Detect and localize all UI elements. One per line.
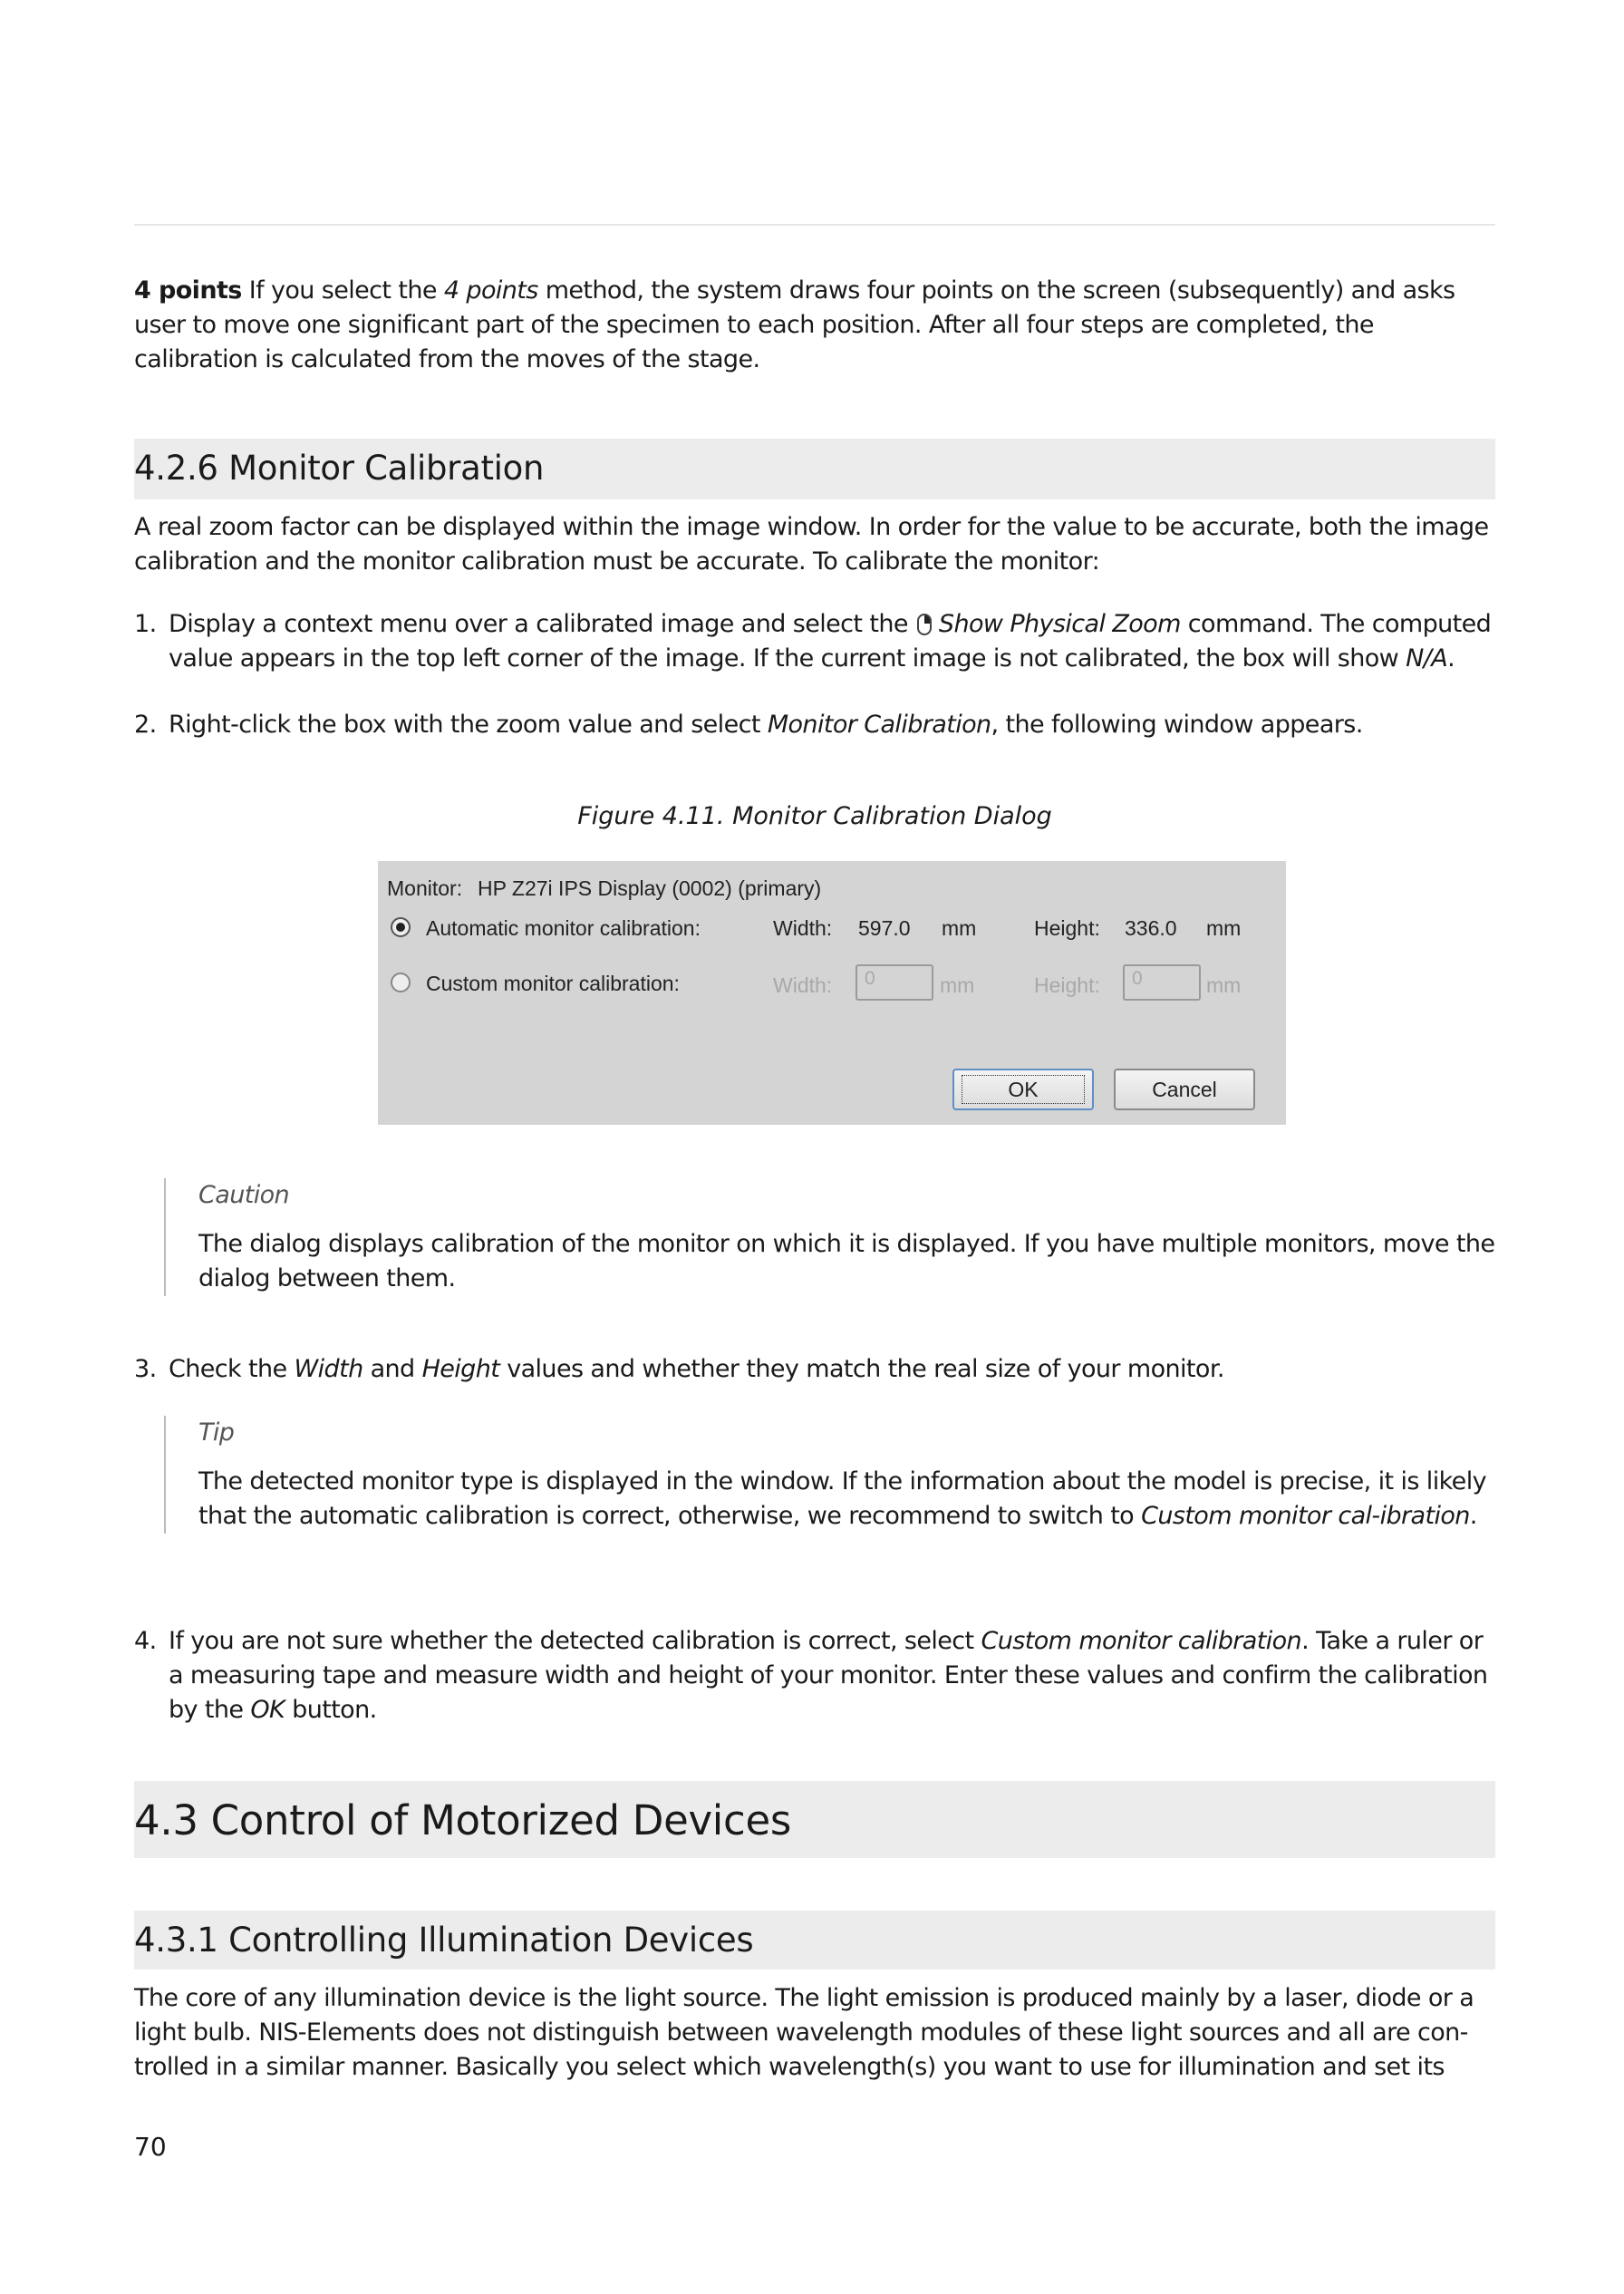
monitor-calibration-dialog [378, 861, 1286, 1125]
auto-width-value: 597.0 [858, 916, 911, 940]
list-number: 4. [134, 1627, 157, 1655]
text: Check the [169, 1355, 295, 1383]
auto-height-value: 336.0 [1125, 916, 1177, 940]
ok-label: OK [962, 1075, 1084, 1104]
section-heading-4-3-1: 4.3.1 Controlling Illumination Devices [134, 1921, 754, 1960]
ok-button[interactable] [952, 1069, 1094, 1110]
automatic-calibration-label: Automatic monitor calibration: [426, 916, 701, 940]
header-rule [134, 224, 1495, 226]
automatic-calibration-radio[interactable] [391, 917, 411, 937]
emphasis: Width [294, 1355, 363, 1383]
command-name: Show Physical Zoom [938, 610, 1181, 638]
caution-note [164, 1178, 1530, 1296]
emphasis: N/A [1406, 644, 1448, 673]
text: . Take a ruler or a measuring tape and measure width and height of your monitor. Enter these values and confirm the calibration by the [169, 1627, 1488, 1724]
monitor-value: HP Z27i IPS Display (0002) (primary) [478, 876, 822, 900]
list-item [134, 607, 1495, 676]
list-number: 2. [134, 711, 157, 739]
text: The detected monitor type is displayed in the window. If the information about the model is precise, it is likely that the automatic calibration is correct, otherwise, we recommend to switch to [198, 1467, 1486, 1530]
tip-label: Tip [198, 1418, 235, 1447]
text: command. The computed value appears in the top left corner of the image. If the current image is not calibrated, the box will show [169, 610, 1492, 673]
text: and [362, 1355, 422, 1383]
intro-paragraph [134, 274, 1495, 377]
text: Right-click the box with the zoom value and select [169, 711, 768, 739]
tip-text [198, 1465, 1530, 1534]
text: . [1469, 1502, 1477, 1530]
list-number: 1. [134, 610, 157, 638]
list-item [134, 1624, 1495, 1728]
custom-width-label: Width: [773, 973, 833, 997]
text: button. [285, 1696, 377, 1724]
custom-calibration-label: Custom monitor calibration: [426, 972, 680, 995]
text: method, the system draws four points on the screen (subsequently) and asks user to move one significant part of the specimen to each position. After all four steps are completed, the calibration is calculated from the moves of the stage. [134, 276, 1455, 373]
monitor-label: Monitor: [387, 876, 463, 900]
emphasis: 4 points [443, 276, 538, 305]
text: If you select the [241, 276, 444, 305]
custom-width-unit: mm [940, 973, 975, 997]
emphasis: OK [250, 1696, 285, 1724]
term: 4 points [134, 276, 242, 305]
emphasis: Height [421, 1355, 500, 1383]
list-number: 3. [134, 1355, 157, 1383]
tip-note [164, 1416, 1530, 1534]
section-paragraph: The core of any illumination device is the light source. The light emission is produced mainly by a laser, diode or a light bulb. NIS-Elements does not distinguish between wavelength modules of these light sources and all are con-trolled in a similar manner. Basically you select which wavelength(s) you want to use for illumination and set its [134, 1984, 1474, 2081]
custom-calibration-radio[interactable] [391, 973, 411, 992]
section-heading-4-3: 4.3 Control of Motorized Devices [134, 1796, 791, 1844]
emphasis: Monitor Calibration [767, 711, 991, 739]
caution-label: Caution [198, 1181, 290, 1209]
custom-width-input[interactable]: 0 [856, 964, 933, 1001]
page-number: 70 [134, 2132, 167, 2162]
custom-height-unit: mm [1206, 973, 1242, 997]
auto-height-label: Height: [1034, 916, 1100, 940]
caution-text: The dialog displays calibration of the monitor on which it is displayed. If you have multiple monitors, move the dialog between them. [198, 1230, 1495, 1292]
text: , the following window appears. [991, 711, 1363, 739]
list-item [134, 708, 1495, 742]
mouse-icon [917, 614, 932, 635]
cancel-button[interactable]: Cancel [1114, 1069, 1255, 1110]
emphasis: Custom monitor cal-ibration [1141, 1502, 1470, 1530]
emphasis: Custom monitor calibration [981, 1627, 1302, 1655]
text: values and whether they match the real size of your monitor. [499, 1355, 1224, 1383]
auto-width-label: Width: [773, 916, 833, 940]
text: Display a context menu over a calibrated image and select the [169, 610, 908, 638]
section-heading-4-2-6: 4.2.6 Monitor Calibration [134, 449, 545, 488]
auto-width-unit: mm [942, 916, 977, 940]
auto-height-unit: mm [1206, 916, 1242, 940]
list-item [134, 1352, 1495, 1387]
custom-height-label: Height: [1034, 973, 1100, 997]
figure-caption: Figure 4.11. Monitor Calibration Dialog [577, 802, 1052, 830]
text: If you are not sure whether the detected calibration is correct, select [169, 1627, 981, 1655]
section-paragraph: A real zoom factor can be displayed within the image window. In order for the value to be accurate, both the image calibration and the monitor calibration must be accurate. To calibrate the monitor: [134, 513, 1489, 576]
custom-height-input[interactable]: 0 [1123, 964, 1201, 1001]
text: . [1447, 644, 1455, 673]
